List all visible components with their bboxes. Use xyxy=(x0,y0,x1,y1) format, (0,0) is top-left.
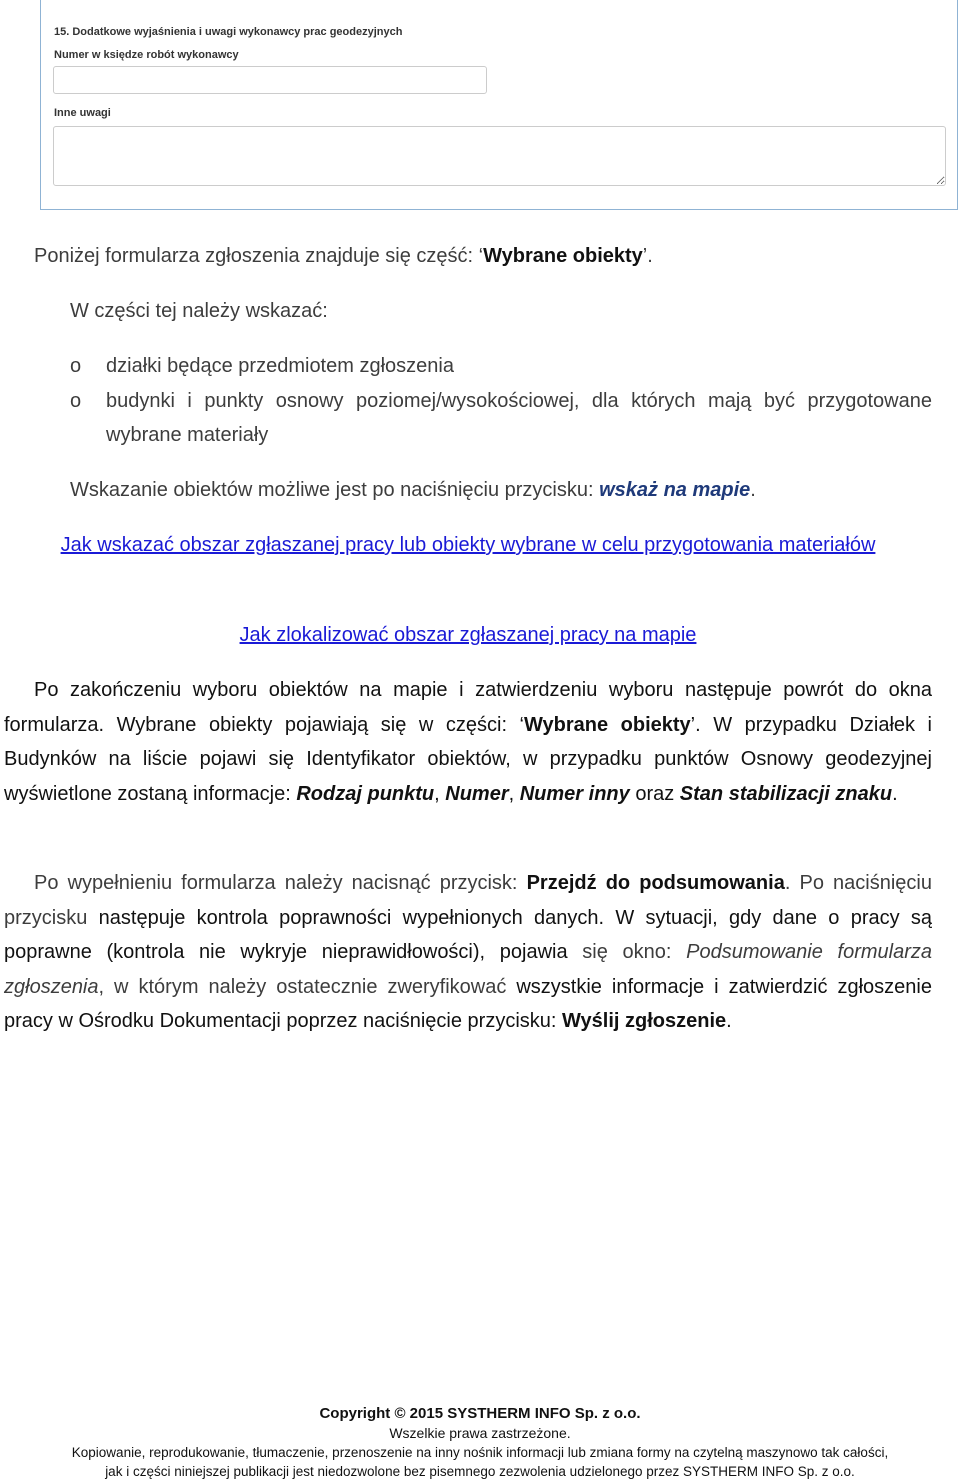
form-screenshot xyxy=(40,0,958,210)
footer-copyright: Copyright © 2015 SYSTHERM INFO Sp. z o.o. xyxy=(319,1405,641,1422)
p2-text-3: następuje kontrola poprawności wypełnionych danych. W sytuacji, gdy dane o pracy są poprawne (kontrola nie wykryje nieprawidłowości), pojawia xyxy=(4,906,933,963)
intro-line xyxy=(34,239,934,274)
help-link-2-wrap xyxy=(34,618,902,653)
nr-field-label: Numer w księdze robót wykonawcy xyxy=(54,49,239,61)
p2-wyslij-button-name: Wyślij zgłoszenie xyxy=(562,1010,727,1032)
p1-sep-3: oraz xyxy=(629,782,680,805)
list-item xyxy=(70,384,932,453)
bullet-mark: o xyxy=(70,389,82,412)
intro-prefix: Poniżej formularza zgłoszenia znajduje się część: ‘ xyxy=(34,245,484,267)
paragraph-wybor-obiektow xyxy=(4,673,932,811)
p1-text-1: Po zakończeniu wyboru obiektów na mapie i zatwierdzeniu wyboru następuje powrót do okna formularza. Wybrane obiekty pojawiają się w części: ‘ xyxy=(4,679,932,736)
p1-text-2: ’. W przypadku Działek i Budynków na liście pojawi się Identyfikator obiektów, w przypadku punktów Osnowy geodezyjnej wyświetlone zostaną informacje: xyxy=(4,713,932,805)
p1-sep-1: , xyxy=(434,782,446,805)
help-link-1-wrap xyxy=(34,528,902,563)
intro-suffix: ’. xyxy=(642,245,653,267)
bullet-text: budynki i punkty osnowy poziomej/wysokościowej, dla których mają być przygotowane wybrane materiały xyxy=(106,389,932,446)
list-item xyxy=(70,349,932,384)
button-sentence-prefix: Wskazanie obiektów możliwe jest po naciśnięciu przycisku: xyxy=(70,479,600,501)
p1-field-rodzaj: Rodzaj punktu xyxy=(296,782,435,805)
button-sentence-suffix: . xyxy=(750,479,756,501)
form-section-title: 15. Dodatkowe wyjaśnienia i uwagi wykonawcy prac geodezyjnych xyxy=(54,26,403,38)
paragraph-podsumowanie xyxy=(4,866,932,1039)
bullet-mark: o xyxy=(70,355,82,377)
footer-rights: Wszelkie prawa zastrzeżone. xyxy=(389,1425,571,1441)
inne-field-label: Inne uwagi xyxy=(54,107,111,119)
help-link-zlokalizowac-obszar[interactable]: Jak zlokalizować obszar zgłaszanej pracy na mapie xyxy=(239,624,697,646)
p2-text-2: . Po naciśnięciu przycisku xyxy=(4,872,932,929)
intro-section-name: Wybrane obiekty xyxy=(483,245,643,267)
p2-text-4: się okno: xyxy=(582,941,687,963)
p1-end: . xyxy=(892,782,898,805)
footer-legal-line-1: Kopiowanie, reprodukowanie, tłumaczenie, przenoszenie na inny nośnik informacji lub zmiana formy na czytelną maszynowo tak całości, xyxy=(71,1445,889,1460)
p1-field-numer: Numer xyxy=(445,782,509,805)
footer-legal-line-2: jak i części niniejszej publikacji jest niedozwolone bez pisemnego zezwolenia udzielonego przez SYSTHERM INFO Sp. z o.o. xyxy=(105,1464,855,1479)
p2-dialog-name: Podsumowanie formularza zgłoszenia xyxy=(4,941,933,998)
button-sentence xyxy=(70,473,932,508)
inne-uwagi-textarea[interactable] xyxy=(53,126,946,186)
p2-end: . xyxy=(726,1010,732,1032)
p1-field-stan: Stan stabilizacji znaku xyxy=(679,782,893,805)
p2-text-5: , w którym należy ostatecznie zweryfikować xyxy=(98,975,517,998)
help-link-wskazac-obszar[interactable]: Jak wskazać obszar zgłaszanej pracy lub obiekty wybrane w celu przygotowania materiałów xyxy=(60,534,876,556)
nr-field-input[interactable] xyxy=(53,66,487,94)
p1-section-name: Wybrane obiekty xyxy=(524,713,691,736)
p2-text-6: wszystkie informacje i zatwierdzić zgłoszenie pracy w Ośrodku Dokumentacji poprzez naciśnięcie przycisku: xyxy=(4,975,932,1032)
p1-field-numer-inny: Numer inny xyxy=(519,782,630,805)
p1-sep-2: , xyxy=(508,782,520,805)
p2-text-1: Po wypełnieniu formularza należy nacisnąć przycisk: xyxy=(34,872,527,894)
wskaz-na-mapie-button-name: wskaż na mapie xyxy=(599,479,751,501)
bullet-text: działki będące przedmiotem zgłoszenia xyxy=(106,355,454,377)
p2-przejdz-button-name: Przejdź do podsumowania xyxy=(526,872,785,894)
list-intro: W części tej należy wskazać: xyxy=(70,300,328,322)
bullet-list xyxy=(70,349,932,453)
